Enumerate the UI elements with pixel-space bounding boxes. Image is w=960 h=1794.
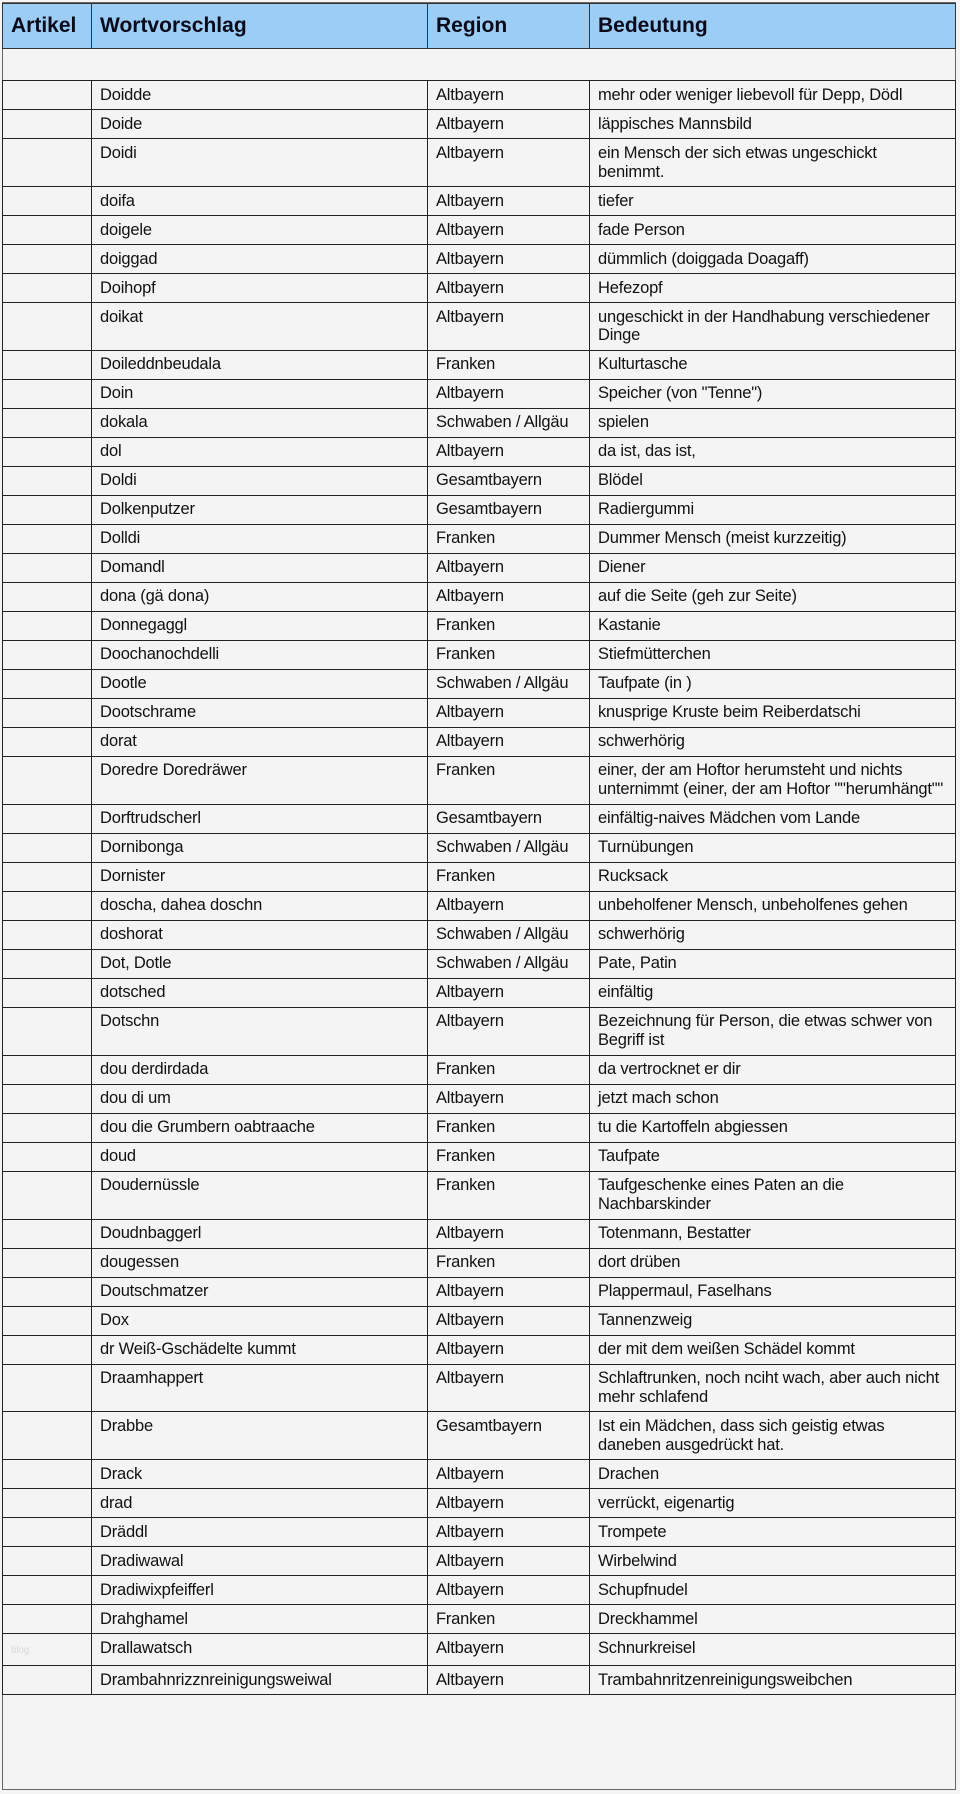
cell-bedeutung: Wirbelwind xyxy=(590,1547,956,1576)
cell-artikel xyxy=(3,139,92,187)
cell-artikel xyxy=(3,1142,92,1171)
cell-bedeutung: einfältig xyxy=(590,978,956,1007)
cell-bedeutung: verrückt, eigenartig xyxy=(590,1489,956,1518)
cell-artikel xyxy=(3,804,92,833)
cell-artikel xyxy=(3,350,92,379)
cell-wortvorschlag: doifa xyxy=(92,186,428,215)
table-row xyxy=(3,1084,956,1113)
cell-wortvorschlag: dol xyxy=(92,437,428,466)
cell-artikel xyxy=(3,495,92,524)
header-wortvorschlag: Wortvorschlag xyxy=(92,4,428,49)
table-row xyxy=(3,1007,956,1055)
cell-bedeutung: ungeschickt in der Handhabung verschiedener Dinge xyxy=(590,302,956,350)
cell-artikel xyxy=(3,640,92,669)
cell-bedeutung: fade Person xyxy=(590,215,956,244)
cell-region: Altbayern xyxy=(428,273,590,302)
table-row xyxy=(3,302,956,350)
table-header xyxy=(2,3,956,49)
cell-artikel xyxy=(3,862,92,891)
cell-artikel xyxy=(3,1412,92,1460)
cell-region: Franken xyxy=(428,1171,590,1219)
cell-wortvorschlag: doikat xyxy=(92,302,428,350)
cell-artikel xyxy=(3,1007,92,1055)
cell-bedeutung: Trompete xyxy=(590,1518,956,1547)
cell-region: Gesamtbayern xyxy=(428,1412,590,1460)
table-row xyxy=(3,81,956,110)
cell-region: Altbayern xyxy=(428,1518,590,1547)
cell-wortvorschlag: Dot, Dotle xyxy=(92,949,428,978)
cell-region: Schwaben / Allgäu xyxy=(428,833,590,862)
cell-bedeutung: Plappermaul, Faselhans xyxy=(590,1277,956,1306)
cell-region: Altbayern xyxy=(428,1219,590,1248)
cell-artikel xyxy=(3,186,92,215)
cell-bedeutung: tiefer xyxy=(590,186,956,215)
cell-bedeutung: einfältig-naives Mädchen vom Lande xyxy=(590,804,956,833)
cell-bedeutung: einer, der am Hoftor herumsteht und nichts unternimmt (einer, der am Hoftor ""herumhängt"" xyxy=(590,756,956,804)
table-row xyxy=(3,379,956,408)
table-row xyxy=(3,1364,956,1412)
cell-region: Schwaben / Allgäu xyxy=(428,920,590,949)
cell-region: Altbayern xyxy=(428,553,590,582)
cell-bedeutung: Totenmann, Bestatter xyxy=(590,1219,956,1248)
cell-artikel xyxy=(3,81,92,110)
cell-region: Altbayern xyxy=(428,1335,590,1364)
cell-artikel xyxy=(3,978,92,1007)
cell-wortvorschlag: Doin xyxy=(92,379,428,408)
cell-artikel xyxy=(3,1518,92,1547)
table-row xyxy=(3,437,956,466)
cell-bedeutung: läppisches Mannsbild xyxy=(590,110,956,139)
cell-artikel xyxy=(3,524,92,553)
cell-artikel xyxy=(3,1084,92,1113)
cell-bedeutung: knusprige Kruste beim Reiberdatschi xyxy=(590,698,956,727)
cell-artikel xyxy=(3,408,92,437)
header-row xyxy=(3,4,956,49)
cell-region: Altbayern xyxy=(428,81,590,110)
cell-bedeutung: tu die Kartoffeln abgiessen xyxy=(590,1113,956,1142)
table-row xyxy=(3,1113,956,1142)
cell-wortvorschlag: Dootle xyxy=(92,669,428,698)
cell-artikel xyxy=(3,1171,92,1219)
cell-bedeutung: Kulturtasche xyxy=(590,350,956,379)
cell-wortvorschlag: Doudernüssle xyxy=(92,1171,428,1219)
table-row xyxy=(3,1634,956,1666)
cell-bedeutung: dort drüben xyxy=(590,1248,956,1277)
cell-wortvorschlag: Doidde xyxy=(92,81,428,110)
cell-region: Altbayern xyxy=(428,1666,590,1695)
cell-wortvorschlag: doigele xyxy=(92,215,428,244)
cell-bedeutung: Radiergummi xyxy=(590,495,956,524)
cell-bedeutung: spielen xyxy=(590,408,956,437)
cell-region: Altbayern xyxy=(428,1364,590,1412)
table-row xyxy=(3,1277,956,1306)
cell-artikel xyxy=(3,833,92,862)
cell-region: Schwaben / Allgäu xyxy=(428,408,590,437)
cell-region: Altbayern xyxy=(428,302,590,350)
table-row xyxy=(3,611,956,640)
cell-artikel xyxy=(3,1306,92,1335)
table-row xyxy=(3,582,956,611)
cell-wortvorschlag: doiggad xyxy=(92,244,428,273)
cell-region: Franken xyxy=(428,640,590,669)
cell-artikel xyxy=(3,1219,92,1248)
cell-region: Altbayern xyxy=(428,1489,590,1518)
cell-region: Franken xyxy=(428,611,590,640)
cell-wortvorschlag: dotsched xyxy=(92,978,428,1007)
cell-wortvorschlag: Dradiwixpfeifferl xyxy=(92,1576,428,1605)
cell-artikel xyxy=(3,727,92,756)
cell-region: Altbayern xyxy=(428,1084,590,1113)
table-row xyxy=(3,891,956,920)
table-row xyxy=(3,350,956,379)
cell-artikel xyxy=(3,669,92,698)
cell-wortvorschlag: Dornibonga xyxy=(92,833,428,862)
table-row xyxy=(3,640,956,669)
cell-region: Gesamtbayern xyxy=(428,495,590,524)
cell-wortvorschlag: Dolldi xyxy=(92,524,428,553)
cell-wortvorschlag: Dräddl xyxy=(92,1518,428,1547)
cell-region: Altbayern xyxy=(428,978,590,1007)
table-row xyxy=(3,110,956,139)
table-row xyxy=(3,1142,956,1171)
cell-region: Franken xyxy=(428,350,590,379)
cell-artikel xyxy=(3,891,92,920)
cell-artikel xyxy=(3,1489,92,1518)
table-row xyxy=(3,466,956,495)
cell-bedeutung: ein Mensch der sich etwas ungeschickt benimmt. xyxy=(590,139,956,187)
cell-artikel xyxy=(3,466,92,495)
cell-region: Franken xyxy=(428,524,590,553)
cell-bedeutung: Taufgeschenke eines Paten an die Nachbarskinder xyxy=(590,1171,956,1219)
cell-artikel xyxy=(3,1248,92,1277)
table-row xyxy=(3,495,956,524)
cell-bedeutung: Diener xyxy=(590,553,956,582)
cell-artikel xyxy=(3,1666,92,1695)
table-row xyxy=(3,553,956,582)
table-row xyxy=(3,1412,956,1460)
cell-wortvorschlag: Doochanochdelli xyxy=(92,640,428,669)
header-artikel: Artikel xyxy=(3,4,92,49)
cell-bedeutung: da ist, das ist, xyxy=(590,437,956,466)
cell-region: Altbayern xyxy=(428,186,590,215)
cell-bedeutung: Hefezopf xyxy=(590,273,956,302)
cell-bedeutung: schwerhörig xyxy=(590,920,956,949)
cell-bedeutung: Rucksack xyxy=(590,862,956,891)
cell-wortvorschlag: Doudnbaggerl xyxy=(92,1219,428,1248)
cell-wortvorschlag: Doidi xyxy=(92,139,428,187)
table-row xyxy=(3,1306,956,1335)
table-row xyxy=(3,804,956,833)
cell-bedeutung: da vertrocknet er dir xyxy=(590,1055,956,1084)
cell-wortvorschlag: Dolkenputzer xyxy=(92,495,428,524)
table-row xyxy=(3,1666,956,1695)
cell-artikel xyxy=(3,1113,92,1142)
cell-bedeutung: jetzt mach schon xyxy=(590,1084,956,1113)
cell-wortvorschlag: Domandl xyxy=(92,553,428,582)
cell-artikel xyxy=(3,215,92,244)
cell-region: Altbayern xyxy=(428,437,590,466)
cell-wortvorschlag: Doileddnbeudala xyxy=(92,350,428,379)
cell-artikel xyxy=(3,302,92,350)
table-row xyxy=(3,1171,956,1219)
table-row xyxy=(3,1460,956,1489)
cell-wortvorschlag: dougessen xyxy=(92,1248,428,1277)
cell-wortvorschlag: Dradiwawal xyxy=(92,1547,428,1576)
cell-region: Gesamtbayern xyxy=(428,466,590,495)
table-row xyxy=(3,1489,956,1518)
cell-region: Franken xyxy=(428,1605,590,1634)
table-row xyxy=(3,727,956,756)
cell-wortvorschlag: Doihopf xyxy=(92,273,428,302)
cell-bedeutung: Schupfnudel xyxy=(590,1576,956,1605)
cell-wortvorschlag: Drallawatsch xyxy=(92,1634,428,1666)
table-row xyxy=(3,215,956,244)
cell-region: Altbayern xyxy=(428,698,590,727)
cell-bedeutung: mehr oder weniger liebevoll für Depp, Dödl xyxy=(590,81,956,110)
cell-wortvorschlag: dou di um xyxy=(92,1084,428,1113)
table-row xyxy=(3,408,956,437)
cell-region: Altbayern xyxy=(428,110,590,139)
cell-bedeutung: Schlaftrunken, noch nciht wach, aber auch nicht mehr schlafend xyxy=(590,1364,956,1412)
cell-wortvorschlag: dokala xyxy=(92,408,428,437)
cell-region: Altbayern xyxy=(428,139,590,187)
cell-wortvorschlag: Draamhappert xyxy=(92,1364,428,1412)
cell-artikel xyxy=(3,244,92,273)
table-row xyxy=(3,669,956,698)
table-row xyxy=(3,1547,956,1576)
cell-wortvorschlag: Doutschmatzer xyxy=(92,1277,428,1306)
cell-bedeutung: Tannenzweig xyxy=(590,1306,956,1335)
cell-wortvorschlag: Doldi xyxy=(92,466,428,495)
cell-wortvorschlag: Doide xyxy=(92,110,428,139)
cell-artikel xyxy=(3,698,92,727)
cell-artikel xyxy=(3,1605,92,1634)
cell-artikel xyxy=(3,553,92,582)
cell-region: Franken xyxy=(428,1055,590,1084)
cell-region: Altbayern xyxy=(428,582,590,611)
cell-bedeutung: Turnübungen xyxy=(590,833,956,862)
cell-region: Altbayern xyxy=(428,1277,590,1306)
cell-wortvorschlag: doscha, dahea doschn xyxy=(92,891,428,920)
cell-bedeutung: Blödel xyxy=(590,466,956,495)
cell-bedeutung: Drachen xyxy=(590,1460,956,1489)
cell-bedeutung: unbeholfener Mensch, unbeholfenes gehen xyxy=(590,891,956,920)
table-row xyxy=(3,920,956,949)
cell-region: Altbayern xyxy=(428,1460,590,1489)
cell-artikel xyxy=(3,273,92,302)
cell-region: Franken xyxy=(428,1248,590,1277)
cell-bedeutung: Pate, Patin xyxy=(590,949,956,978)
cell-wortvorschlag: dou derdirdada xyxy=(92,1055,428,1084)
cell-bedeutung: dümmlich (doiggada Doagaff) xyxy=(590,244,956,273)
cell-artikel xyxy=(3,379,92,408)
cell-wortvorschlag: Drambahnrizznreinigungsweiwal xyxy=(92,1666,428,1695)
cell-bedeutung: Schnurkreisel xyxy=(590,1634,956,1666)
cell-region: Altbayern xyxy=(428,244,590,273)
table-row xyxy=(3,273,956,302)
cell-artikel xyxy=(3,920,92,949)
cell-bedeutung: Kastanie xyxy=(590,611,956,640)
cell-region: Altbayern xyxy=(428,1007,590,1055)
cell-artikel xyxy=(3,1277,92,1306)
cell-bedeutung: schwerhörig xyxy=(590,727,956,756)
cell-artikel xyxy=(3,611,92,640)
cell-wortvorschlag: Drack xyxy=(92,1460,428,1489)
cell-artikel xyxy=(3,1364,92,1412)
table-row xyxy=(3,1335,956,1364)
cell-region: Gesamtbayern xyxy=(428,804,590,833)
cell-wortvorschlag: Dotschn xyxy=(92,1007,428,1055)
cell-wortvorschlag: dou die Grumbern oabtraache xyxy=(92,1113,428,1142)
table-row xyxy=(3,698,956,727)
cell-wortvorschlag: Dox xyxy=(92,1306,428,1335)
table-row xyxy=(3,1055,956,1084)
cell-wortvorschlag: Doredre Doredräwer xyxy=(92,756,428,804)
table-row xyxy=(3,862,956,891)
cell-wortvorschlag: Dootschrame xyxy=(92,698,428,727)
cell-wortvorschlag: dorat xyxy=(92,727,428,756)
cell-bedeutung: Trambahnritzenreinigungsweibchen xyxy=(590,1666,956,1695)
cell-region: Altbayern xyxy=(428,1576,590,1605)
cell-region: Altbayern xyxy=(428,1547,590,1576)
cell-wortvorschlag: Dorftrudscherl xyxy=(92,804,428,833)
cell-region: Altbayern xyxy=(428,1634,590,1666)
cell-artikel xyxy=(3,1547,92,1576)
cell-region: Franken xyxy=(428,756,590,804)
cell-bedeutung: Bezeichnung für Person, die etwas schwer von Begriff ist xyxy=(590,1007,956,1055)
cell-bedeutung: Dreckhammel xyxy=(590,1605,956,1634)
cell-region: Altbayern xyxy=(428,727,590,756)
cell-region: Altbayern xyxy=(428,379,590,408)
cell-wortvorschlag: doshorat xyxy=(92,920,428,949)
cell-region: Schwaben / Allgäu xyxy=(428,949,590,978)
table-row xyxy=(3,244,956,273)
cell-bedeutung: der mit dem weißen Schädel kommt xyxy=(590,1335,956,1364)
cell-region: Altbayern xyxy=(428,215,590,244)
cell-bedeutung: Speicher (von "Tenne") xyxy=(590,379,956,408)
header-bedeutung: Bedeutung xyxy=(590,4,956,49)
cell-artikel xyxy=(3,1335,92,1364)
cell-region: Franken xyxy=(428,1142,590,1171)
cell-artikel xyxy=(3,110,92,139)
cell-artikel xyxy=(3,756,92,804)
cell-artikel xyxy=(3,1460,92,1489)
cell-bedeutung: Taufpate xyxy=(590,1142,956,1171)
cell-region: Schwaben / Allgäu xyxy=(428,669,590,698)
cell-artikel xyxy=(3,1576,92,1605)
cell-wortvorschlag: Drabbe xyxy=(92,1412,428,1460)
cell-artikel xyxy=(3,949,92,978)
header-region: Region xyxy=(428,4,590,49)
table-row xyxy=(3,139,956,187)
cell-artikel xyxy=(3,437,92,466)
cell-region: Altbayern xyxy=(428,1306,590,1335)
cell-wortvorschlag: Dornister xyxy=(92,862,428,891)
cell-region: Altbayern xyxy=(428,891,590,920)
cell-wortvorschlag: doud xyxy=(92,1142,428,1171)
cell-artikel xyxy=(3,582,92,611)
cell-bedeutung: Taufpate (in ) xyxy=(590,669,956,698)
table-row xyxy=(3,1576,956,1605)
table-row xyxy=(3,949,956,978)
cell-wortvorschlag: Drahghamel xyxy=(92,1605,428,1634)
cell-wortvorschlag: drad xyxy=(92,1489,428,1518)
cell-bedeutung: auf die Seite (geh zur Seite) xyxy=(590,582,956,611)
cell-wortvorschlag: dr Weiß-Gschädelte kummt xyxy=(92,1335,428,1364)
cell-region: Franken xyxy=(428,1113,590,1142)
cell-bedeutung: Ist ein Mädchen, dass sich geistig etwas daneben ausgedrückt hat. xyxy=(590,1412,956,1460)
table-row xyxy=(3,186,956,215)
cell-region: Franken xyxy=(428,862,590,891)
cell-wortvorschlag: Donnegaggl xyxy=(92,611,428,640)
cell-artikel xyxy=(3,1055,92,1084)
table-row xyxy=(3,978,956,1007)
table-row xyxy=(3,1518,956,1547)
cell-artikel xyxy=(3,1634,92,1666)
cell-wortvorschlag: dona (gä dona) xyxy=(92,582,428,611)
dictionary-table xyxy=(2,80,956,1695)
table-row xyxy=(3,756,956,804)
cell-bedeutung: Stiefmütterchen xyxy=(590,640,956,669)
cell-bedeutung: Dummer Mensch (meist kurzzeitig) xyxy=(590,524,956,553)
table-row xyxy=(3,1248,956,1277)
watermark: blog xyxy=(11,1644,30,1656)
table-row xyxy=(3,1605,956,1634)
table-row xyxy=(3,524,956,553)
table-row xyxy=(3,1219,956,1248)
table-row xyxy=(3,833,956,862)
